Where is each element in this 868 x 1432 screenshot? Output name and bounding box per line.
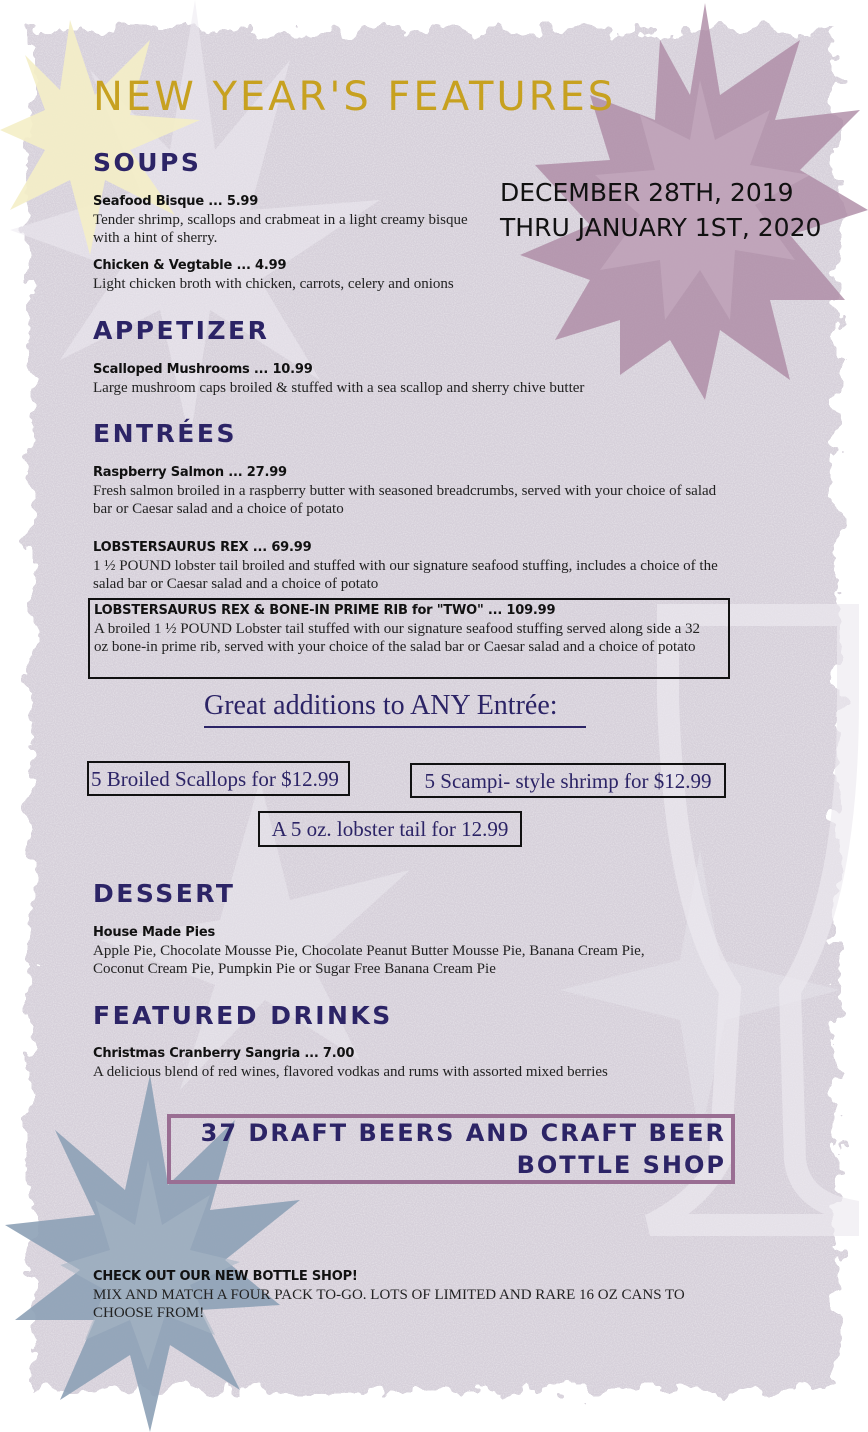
additions-title: Great additions to ANY Entrée:	[204, 690, 586, 728]
item-name: Christmas Cranberry Sangria ... 7.00	[93, 1046, 355, 1061]
banner-text	[166, 1117, 726, 1181]
item-name: Scalloped Mushrooms ... 10.99	[93, 362, 313, 377]
item-name: House Made Pies	[93, 925, 216, 940]
addon-lobster-tail: A 5 oz. lobster tail for 12.99	[258, 811, 522, 847]
banner-line-1: 37 DRAFT BEERS AND CRAFT BEER	[200, 1119, 726, 1147]
addon-scampi-shrimp: 5 Scampi- style shrimp for $12.99	[410, 763, 726, 798]
date-line-2: THRU JANUARY 1ST, 2020	[500, 213, 822, 242]
item-description: Tender shrimp, scallops and crabmeat in a light creamy bisque with a hint of sherry.	[93, 212, 468, 246]
banner-line-2: BOTTLE SHOP	[516, 1151, 726, 1179]
drinks-heading: FEATURED DRINKS	[93, 1001, 393, 1030]
item-name: CHECK OUT OUR NEW BOTTLE SHOP!	[93, 1269, 358, 1284]
item-name: Chicken & Vegtable ... 4.99	[93, 258, 287, 273]
bottle-shop-promo	[93, 1268, 703, 1322]
menu-item-house-made-pies	[93, 924, 693, 978]
page-title: NEW YEAR'S FEATURES	[93, 74, 617, 120]
item-description: A broiled 1 ½ POUND Lobster tail stuffed with our signature seafood stuffing served along side a 32 oz bone-in prime rib, served with your choice of the salad bar or Caesar salad and a choice of potato	[94, 621, 701, 655]
menu-item-cranberry-sangria	[93, 1045, 718, 1081]
dessert-heading: DESSERT	[93, 879, 236, 908]
date-range	[500, 175, 821, 245]
item-name: Seafood Bisque ... 5.99	[93, 194, 259, 209]
menu-item-seafood-bisque	[93, 193, 493, 247]
item-name: Raspberry Salmon ... 27.99	[93, 465, 287, 480]
item-name: LOBSTERSAURUS REX & BONE-IN PRIME RIB for "TWO" ... 109.99	[94, 603, 556, 618]
menu-item-lobstersaurus-rex	[93, 539, 718, 593]
menu-item-raspberry-salmon	[93, 464, 718, 518]
item-description: Light chicken broth with chicken, carrots, celery and onions	[93, 276, 454, 292]
item-description: Apple Pie, Chocolate Mousse Pie, Chocolate Peanut Butter Mousse Pie, Banana Cream Pie, Coconut Cream Pie, Pumpkin Pie or Sugar Free Banana Cream Pie	[93, 943, 645, 977]
entrees-heading: ENTRÉES	[93, 419, 237, 448]
soups-heading: SOUPS	[93, 148, 202, 177]
menu-item-scalloped-mushrooms	[93, 361, 718, 397]
item-name: LOBSTERSAURUS REX ... 69.99	[93, 540, 312, 555]
menu-item-chicken-vegtable	[93, 257, 718, 293]
item-description: A delicious blend of red wines, flavored vodkas and rums with assorted mixed berries	[93, 1064, 608, 1080]
appetizer-heading: APPETIZER	[93, 316, 270, 345]
date-line-1: DECEMBER 28TH, 2019	[500, 178, 794, 207]
item-description: Fresh salmon broiled in a raspberry butter with seasoned breadcrumbs, served with your choice of salad bar or Caesar salad and a choice of potato	[93, 483, 717, 517]
menu-item-surf-and-turf-for-two	[88, 598, 730, 679]
item-description: Large mushroom caps broiled & stuffed with a sea scallop and sherry chive butter	[93, 380, 585, 396]
item-description: 1 ½ POUND lobster tail broiled and stuffed with our signature seafood stuffing, includes a choice of the salad bar or Caesar salad and a choice of potato	[93, 558, 718, 592]
addon-broiled-scallops: 5 Broiled Scallops for $12.99	[87, 761, 350, 796]
item-description: MIX AND MATCH A FOUR PACK TO-GO. LOTS OF LIMITED AND RARE 16 OZ CANS TO CHOOSE FROM!	[93, 1287, 685, 1321]
